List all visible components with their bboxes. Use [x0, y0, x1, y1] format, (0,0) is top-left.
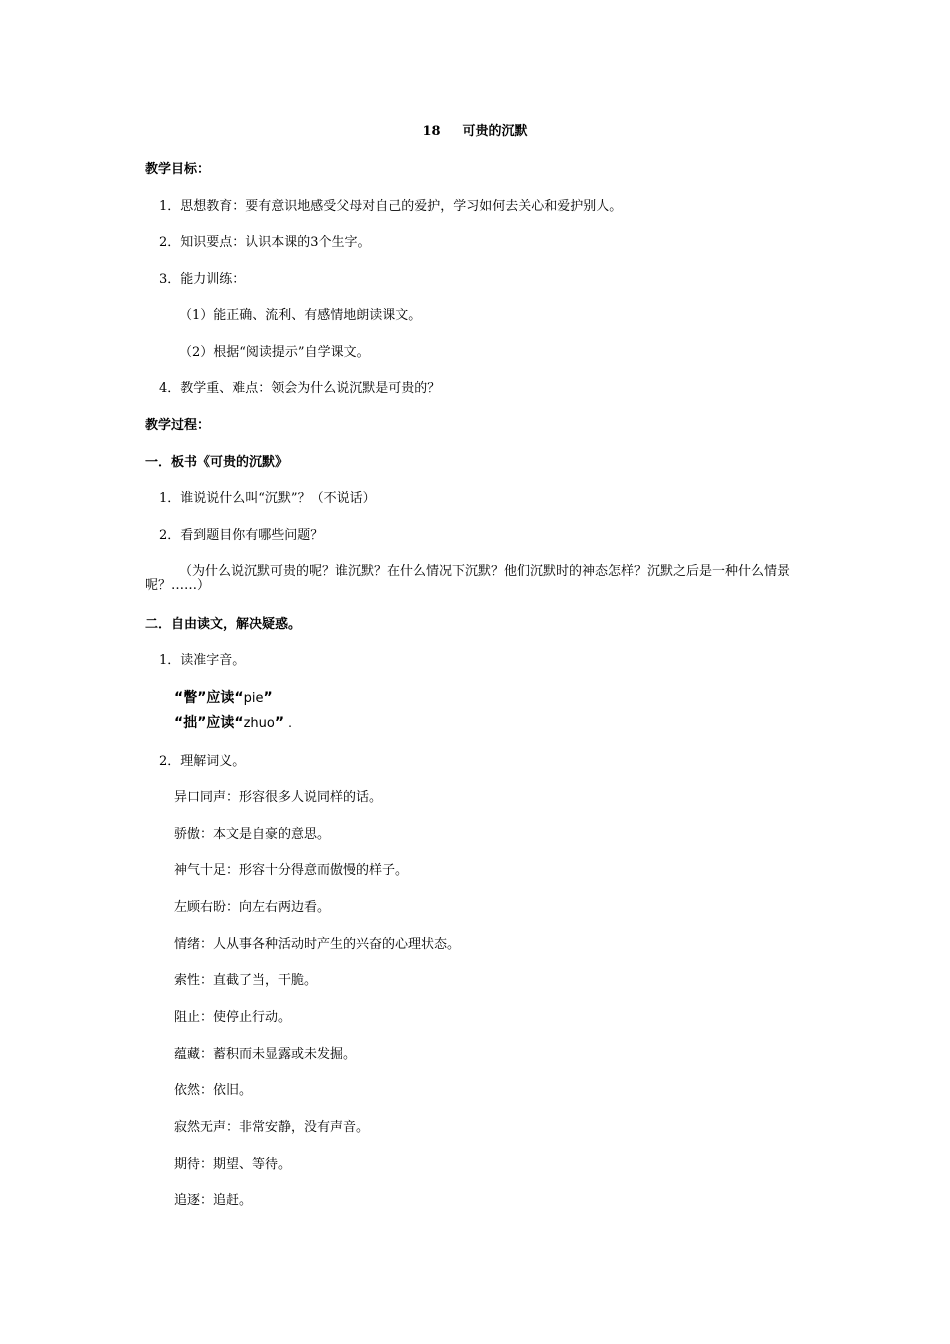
objectives-heading: 教学目标：: [145, 162, 211, 177]
vocab-item: 骄傲：本文是自豪的意思。: [174, 827, 331, 842]
pronunciation-quote-end: ”: [274, 715, 285, 731]
document-title: [0, 124, 950, 140]
pronunciation-trailing-dot: .: [288, 716, 292, 730]
section-2-item-2: 2．理解词义。: [159, 754, 246, 769]
objective-item-2: 2．知识要点：认识本课的3个生字。: [159, 235, 371, 250]
vocab-item: 异口同声：形容很多人说同样的话。: [174, 790, 383, 805]
section-1-questions: （为什么说沉默可贵的呢？谁沉默？在什么情况下沉默？他们沉默时的神态怎样？沉默之后是一种什么情景呢？……）: [145, 564, 791, 593]
objective-item-1: 1．思想教育：要有意识地感受父母对自己的爱护，学习如何去关心和爱护别人。: [159, 199, 623, 214]
objective-subitem-2: （2）根据“阅读提示”自学课文。: [179, 345, 370, 360]
pronunciation-line-1: [174, 689, 273, 708]
vocab-item: 蕴藏：蓄积而未显露或未发掘。: [174, 1047, 357, 1062]
vocab-item: 追逐：追赶。: [174, 1193, 253, 1208]
pronunciation-char: “瞥”应读“: [174, 690, 244, 706]
process-heading: 教学过程：: [145, 418, 211, 433]
pronunciation-pinyin: zhuo: [243, 716, 275, 731]
vocab-item: 索性：直截了当，干脆。: [174, 973, 318, 988]
objective-subitem-1: （1）能正确、流利、有感情地朗读课文。: [179, 308, 422, 323]
section-2-heading: 二．自由读文，解决疑惑。: [145, 617, 302, 632]
pronunciation-line-2: [174, 714, 292, 733]
vocab-item: 情绪：人从事各种活动时产生的兴奋的心理状态。: [174, 937, 461, 952]
vocab-item: 依然：依旧。: [174, 1083, 253, 1098]
vocab-item: 左顾右盼：向左右两边看。: [174, 900, 331, 915]
pronunciation-pinyin: pie: [243, 691, 264, 706]
vocab-item: 期待：期望、等待。: [174, 1157, 292, 1172]
section-1-item-1: 1．谁说说什么叫“沉默”？（不说话）: [159, 491, 376, 506]
vocab-item: 阻止：使停止行动。: [174, 1010, 292, 1025]
objective-item-3: 3．能力训练：: [159, 272, 246, 287]
section-1-heading: 一．板书《可贵的沉默》: [145, 455, 289, 470]
pronunciation-char: “拙”应读“: [174, 715, 244, 731]
lesson-number: 18: [422, 124, 441, 139]
pronunciation-quote-end: ”: [263, 690, 273, 706]
section-2-item-1: 1．读准字音。: [159, 653, 246, 668]
section-1-item-2: 2．看到题目你有哪些问题？: [159, 528, 324, 543]
vocab-item: 寂然无声：非常安静，没有声音。: [174, 1120, 370, 1135]
objective-item-4: 4．教学重、难点：领会为什么说沉默是可贵的？: [159, 381, 441, 396]
vocab-item: 神气十足：形容十分得意而傲慢的样子。: [174, 863, 409, 878]
lesson-title: 可贵的沉默: [462, 124, 528, 139]
